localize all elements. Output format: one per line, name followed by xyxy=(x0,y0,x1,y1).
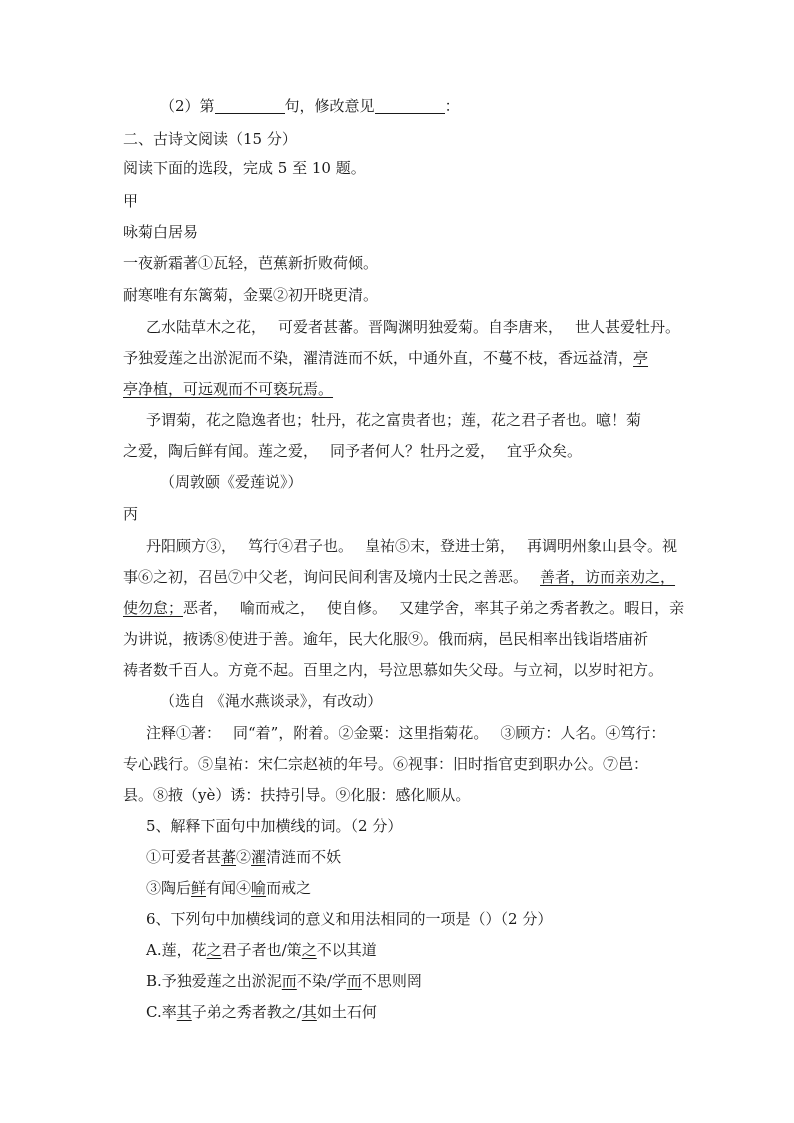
question-6-option-c: C.率其子弟之秀者教之/其如土石何 xyxy=(146,1003,377,1021)
yi-line-3 xyxy=(123,379,333,399)
poem-title: 咏菊白居易 xyxy=(123,223,199,241)
question-5-line-b: ③陶后鲜有闻④喻而戒之 xyxy=(146,879,312,897)
bing-line-5: 祷者数千百人。方竟不起。百里之内，号泣思慕如失父母。与立祠，以岁时祀方。 xyxy=(123,661,664,679)
underlined-word: 濯 xyxy=(251,848,267,866)
bing-source: （选自 《渑水燕谈录》，有改动） xyxy=(160,692,383,710)
underlined-word: 而 xyxy=(281,972,297,990)
underlined-word: 喻 xyxy=(251,879,267,897)
passage-jia-label: 甲 xyxy=(123,192,139,210)
underlined-word: 之 xyxy=(301,941,317,959)
underlined-word: 而 xyxy=(346,972,362,990)
notes-line-3: 县。⑧掖（yè）诱：扶持引导。⑨化服：感化顺从。 xyxy=(123,786,471,804)
section-2-heading: 二、古诗文阅读（15 分） xyxy=(123,130,297,148)
yi-line-5: 之爱，陶后鲜有闻。莲之爱， 同予者何人？牡丹之爱， 宜乎众矣。 xyxy=(123,442,583,460)
question-6-option-b: B.予独爱莲之出淤泥而不染/学而不思则罔 xyxy=(146,972,422,990)
poem-line-2: 耐寒唯有东篱菊，金粟②初开晓更清。 xyxy=(123,286,379,304)
notes-line-2: 专心践行。⑤皇祐：宋仁宗赵祯的年号。⑥视事：旧时指官吏到职办公。⑦邑： xyxy=(123,755,649,773)
q2-suffix: ： xyxy=(444,97,460,115)
question-6-stem: 6、下列句中加横线词的意义和用法相同的一项是（）（2 分） xyxy=(146,910,553,928)
notes-line-1: 注释①著： 同“着”，附着。②金粟：这里指菊花。 ③顾方：人名。④笃行： xyxy=(146,724,666,742)
q2-middle: 句，修改意见 xyxy=(284,97,375,115)
underlined-word: 之 xyxy=(206,941,222,959)
underlined-word: 蕃 xyxy=(221,848,237,866)
underlined-sentence: 亭净植，可远观而不可亵玩焉。 xyxy=(123,380,334,398)
yi-line-4: 予谓菊，花之隐逸者也；牡丹，花之富贵者也；莲，花之君子者也。噫！菊 xyxy=(146,411,642,429)
question-6-option-a: A.莲，花之君子者也/策之不以其道 xyxy=(146,941,377,959)
underlined-word: 鲜 xyxy=(191,879,207,897)
yi-source: （周敦颐《爱莲说》） xyxy=(160,473,303,491)
underlined-sentence: 使勿怠； xyxy=(123,599,184,617)
question-5-stem: 5、解释下面句中加横线的词。（2 分） xyxy=(146,817,403,835)
underlined-text: 亭 xyxy=(633,349,649,367)
bing-line-3: 使勿怠；恶者， 喻而戒之， 使自修。 又建学舍，率其子弟之秀者教之。暇日，亲 xyxy=(123,599,685,617)
yi-line-1: 乙水陆草木之花， 可爱者甚蕃。晋陶渊明独爱菊。自李唐来， 世人甚爱牡丹。 xyxy=(146,318,681,336)
underlined-sentence: 善者，访而亲劝之， xyxy=(540,568,676,586)
bing-line-4: 为讲说，掖诱⑧使进于善。逾年，民大化服⑨。俄而病，邑民相率出钱诣塔庙祈 xyxy=(123,630,649,648)
q2-prefix: （2）第 xyxy=(160,97,215,115)
bing-line-1: 丹阳顾方③， 笃行④君子也。 皇祐⑤末，登进士第， 再调明州象山县令。视 xyxy=(146,537,678,555)
poem-line-1: 一夜新霜著①瓦轻，芭蕉新折败荷倾。 xyxy=(123,254,379,272)
underlined-word: 其 xyxy=(176,1003,192,1021)
revision-blank[interactable] xyxy=(375,98,445,114)
underlined-word: 其 xyxy=(301,1003,317,1021)
bing-line-2: 事⑥之初，召邑⑦中父老，询问民间利害及境内士民之善恶。 善者，访而亲劝之， xyxy=(123,568,676,586)
question-5-line-a: ①可爱者甚蕃②濯清涟而不妖 xyxy=(146,848,342,866)
sentence-number-blank[interactable] xyxy=(215,98,285,114)
yi-line-2: 予独爱莲之出淤泥而不染，濯清涟而不妖，中通外直，不蔓不枝，香远益清，亭 xyxy=(123,349,649,367)
reading-instruction: 阅读下面的选段，完成 5 至 10 题。 xyxy=(123,159,366,177)
passage-bing-label: 丙 xyxy=(123,505,139,523)
question-2-line xyxy=(160,96,460,116)
